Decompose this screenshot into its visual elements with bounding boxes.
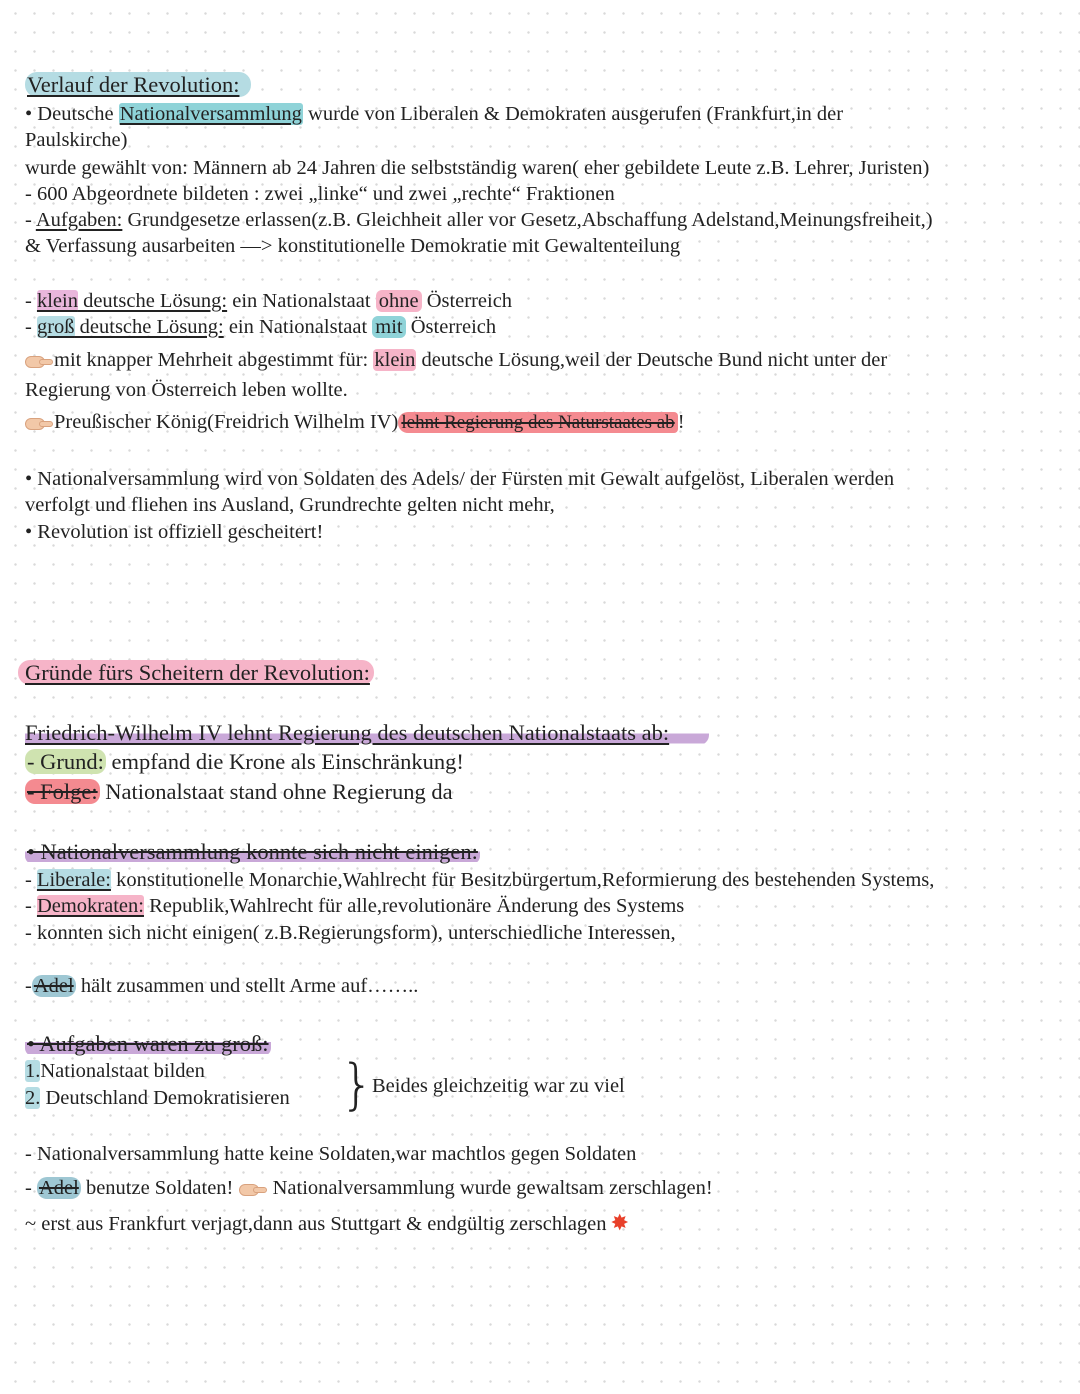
text: - (25, 1177, 37, 1199)
einigen-line: - konnten sich nicht einigen( z.B.Regierungsform), unterschiedliche Interessen, (25, 922, 676, 944)
pointing-hand-icon (25, 416, 51, 430)
highlight-nationalversammlung: Nationalversammlung (119, 103, 302, 125)
text: deutsche Lösung: (77, 290, 228, 312)
line-13: verfolgt und fliehen ins Ausland, Grundrechte gelten nicht mehr, (25, 494, 555, 516)
line-11 (25, 409, 685, 436)
text: Deutschland Demokratisieren (40, 1087, 290, 1109)
line-4: - 600 Abgeordnete bildeten : zwei „linke“ und zwei „rechte“ Fraktionen (25, 183, 615, 205)
text: ein Nationalstaat (227, 290, 376, 312)
text: benutze Soldaten! (80, 1177, 239, 1199)
text: mit knapper Mehrheit abgestimmt für: (54, 349, 374, 371)
text: - (25, 290, 37, 312)
text: Nationalstaat stand ohne Regierung da (99, 779, 453, 804)
line-5 (25, 207, 933, 233)
demokraten-line (25, 893, 684, 919)
heading-friedrich-text: Friedrich-Wilhelm IV lehnt Regierung des deutschen Nationalstaats ab: (25, 720, 709, 745)
text: - (25, 869, 37, 891)
line-3: wurde gewählt von: Männern ab 24 Jahren die selbstständig waren( eher gebildete Leute z.B. Lehrer, Juristen) (25, 157, 930, 179)
grund-label: - Grund: (27, 749, 104, 774)
frankfurt-line (25, 1211, 629, 1237)
gross-highlight: groß (36, 316, 75, 338)
folge-label: - Folge: (27, 779, 98, 804)
ohne-highlight: ohne (376, 290, 422, 312)
text: ~ erst aus Frankfurt verjagt,dann aus Stuttgart & endgültig zerschlagen (25, 1213, 607, 1235)
task-2 (25, 1085, 290, 1111)
line-7 (25, 288, 512, 314)
text: - (25, 975, 32, 997)
klein-highlight-2: klein (374, 349, 416, 371)
pointing-hand-icon (25, 354, 51, 368)
line-12: • Nationalversammlung wird von Soldaten des Adels/ der Fürsten mit Gewalt aufgelöst, Liberalen werden (25, 468, 895, 490)
pointing-hand-icon (239, 1182, 265, 1196)
explosion-icon: ✸ (610, 1211, 629, 1236)
heading-friedrich (25, 720, 709, 746)
curly-brace-icon: } (340, 1053, 375, 1116)
adel-line (25, 973, 418, 999)
heading-aufgaben-text: • Aufgaben waren zu groß: (27, 1031, 269, 1056)
text: • Deutsche (25, 103, 119, 125)
section2-title-text: Gründe fürs Scheitern der Revolution: (18, 660, 374, 685)
line-8 (25, 314, 496, 340)
line-9 (25, 347, 887, 373)
liberale-line (25, 867, 934, 893)
text: deutsche Lösung,weil der Deutsche Bund nicht unter der (416, 349, 888, 371)
text: Nationalstaat bilden (40, 1060, 205, 1082)
adel-highlight: Adel (33, 975, 74, 997)
task-2-number: 2. (25, 1087, 41, 1109)
task-1 (25, 1058, 205, 1084)
line-14: • Revolution ist offiziell gescheitert! (25, 521, 324, 543)
klein-highlight: klein (36, 290, 78, 312)
line-2: Paulskirche) (25, 129, 128, 151)
text: konstitutionelle Monarchie,Wahlrecht für Besitzbürgertum,Reformierung des bestehenden Systems, (110, 869, 935, 891)
text: ein Nationalstaat (223, 316, 373, 338)
text: - (25, 895, 37, 917)
text: hält zusammen und stellt Arme auf…….. (75, 975, 419, 997)
line-1 (25, 101, 843, 127)
demokraten-label: Demokraten: (36, 895, 144, 917)
text: Österreich (421, 290, 513, 312)
brace-text: Beides gleichzeitig war zu viel (372, 1075, 625, 1097)
grund-line (25, 749, 464, 775)
text: Grundgesetze erlassen(z.B. Gleichheit aller vor Gesetz,Abschaffung Adelstand,Meinungsfreiheit,) (122, 209, 933, 231)
section1-title-text: Verlauf der Revolution: (25, 72, 251, 97)
text: empfand die Krone als Einschränkung! (105, 749, 464, 774)
section1-title (25, 72, 251, 98)
text: Österreich (405, 316, 497, 338)
section2-title (18, 660, 374, 686)
heading-einigen (25, 839, 480, 865)
liberale-label: Liberale: (36, 869, 111, 891)
adel-soldaten-line (25, 1175, 713, 1201)
aufgaben-label: Aufgaben: (35, 209, 123, 231)
adel-highlight-2: Adel (38, 1177, 79, 1199)
text: Republik,Wahlrecht für alle,revolutionäre Änderung des Systems (143, 895, 685, 917)
lehnt-ab-highlight: lehnt Regierung des Naturstaates ab (398, 412, 677, 433)
text: Preußischer König(Freidrich Wilhelm IV) (54, 411, 399, 433)
folge-line (25, 779, 453, 805)
soldaten-line: - Nationalversammlung hatte keine Soldaten,war machtlos gegen Soldaten (25, 1143, 637, 1165)
heading-einigen-text: • Nationalversammlung konnte sich nicht einigen: (27, 839, 478, 864)
text: Nationalversammlung wurde gewaltsam zerschlagen! (267, 1177, 713, 1199)
text: deutsche Lösung: (74, 316, 224, 338)
heading-aufgaben (25, 1031, 271, 1057)
line-6: & Verfassung ausarbeiten —> konstitutionelle Demokratie mit Gewaltenteilung (25, 235, 681, 257)
text: wurde von Liberalen & Demokraten ausgerufen (Frankfurt,in der (302, 103, 844, 125)
text: ! (677, 411, 685, 433)
text: - (25, 316, 37, 338)
mit-highlight: mit (372, 316, 405, 338)
task-1-number: 1. (25, 1060, 41, 1082)
text: - (25, 209, 36, 231)
line-10: Regierung von Österreich leben wollte. (25, 379, 348, 401)
